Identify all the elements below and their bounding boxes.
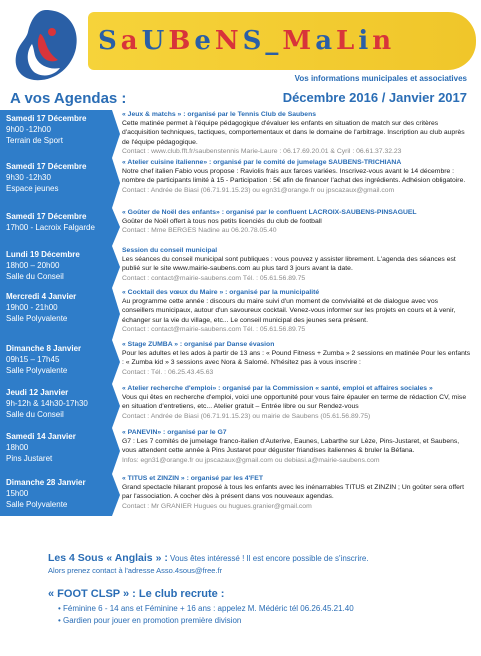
event-row [0,288,481,340]
logo-letter: _ [265,26,279,56]
event-heading: « Stage ZUMBA » : organisé par Danse évasion [122,341,275,348]
event-row [0,110,481,158]
event-contact: Contact : Mme BERGES Nadine au 06.20.78.05.40 [122,227,277,235]
foot-clsp-item: • Féminine 6 - 14 ans et Féminine + 16 ans : appelez M. Médéric tél 06.26.45.21.40 [58,604,354,613]
event-body [122,340,481,384]
logo-letter: B [168,26,191,56]
event-body [122,428,481,474]
event-heading: « Atelier cuisine italienne» : organisé par le comité de jumelage SAUBENS-TRICHIANA [122,159,402,166]
event-contact: Contact : contact@mairie-saubens.com Tél. : 05.61.56.89.75 [122,325,306,333]
event-row [0,340,481,384]
event-body [122,384,481,428]
event-heading: « Cocktail des vœux du Maire » : organisé par la municipalité [122,289,320,296]
event-place: Salle Polyvalente [6,314,68,323]
event-date: Samedi 14 Janvier [6,432,76,441]
event-description: Vous qui êtes en recherche d'emploi, voici une opportunité pour vous faire épauler en terme de rédaction CV, mise en situation d'entretiens, etc... Atelier gratuit – Entrée libre ou sur Rendez-vous [122,394,467,411]
foot-clsp-list [58,604,354,628]
event-date-tab [0,208,112,246]
event-heading: « Goûter de Noël des enfants» : organisé par le confluent LACROIX-SAUBENS-PINSAGUEL [122,209,417,216]
event-heading: « PANEVIN» : organisé par le G7 [122,429,227,436]
event-place: Salle Polyvalente [6,500,68,509]
event-date-tab [0,340,112,384]
event-body [122,110,481,158]
event-row [0,158,481,208]
logo-letter: S [98,26,117,56]
event-place: Salle du Conseil [6,410,64,419]
logo-letter: M [282,26,312,56]
event-date: Mercredi 4 Janvier [6,292,77,301]
logo-letter: L [336,26,355,56]
event-heading: « TITUS et ZINZIN » : organisé par les 4'FET [122,475,263,482]
event-date-tab [0,288,112,340]
event-row [0,384,481,428]
marianne-logo-icon [6,4,86,86]
event-heading: « Jeux & matchs » : organisé par le Tennis Club de Saubens [122,111,317,118]
event-date: Lundi 19 Décembre [6,250,80,259]
event-date: Samedi 17 Décembre [6,114,87,123]
event-time: 09h15 – 17h45 [6,355,60,364]
event-contact: Contact : Tél. : 06.25.43.45.63 [122,368,214,376]
anglais-text: Vous êtes intéressé ! Il est encore possible de s'inscrire. [167,554,369,563]
logo-letter: a [315,26,333,56]
event-date-tab [0,428,112,474]
event-description: Les séances du conseil municipal sont publiques : vous pouvez y assister librement. L'agenda des séances est publié sur le site www.mairie-saubens.com au plus tard 3 jours avant la date. [122,256,456,273]
foot-clsp-title: « FOOT CLSP » : Le club recrute : [48,588,225,600]
logo-letter: n [372,26,392,56]
event-body [122,474,481,516]
event-description: Cette matinée permet à l'équipe pédagogique d'évaluer les enfants en situation de match sur des critères d'acquisition techniques, tactiques, comportementaux et dans le domaine de l'arbitrage. Inscription au club auprès de l'équipe pédagogique. [122,120,465,146]
logo-letter: e [194,26,211,56]
event-date-tab [0,246,112,288]
anglais-title: Les 4 Sous « Anglais » : [48,552,168,564]
anglais-line [48,552,369,564]
event-row [0,208,481,246]
event-description: Au programme cette année : discours du maire suivi d'un moment de convivialité et de dialogue avec vos conseillers municipaux, autour d'un savoureux cocktail. Venez-vous informer sur les projets en cours et à venir, échanger sur la vie du village, etc... Le conseil municipal des jeunes sera présent. [122,298,456,324]
event-description: Grand spectacle hilarant proposé à tous les enfants avec les inénarrables TITUS et ZINZIN ; Un goûter sera offert par l'association. A cocher dès à présent dans vos nouveaux agendas. [122,484,465,501]
event-contact: Contact : Andrée de Biasi (06.71.91.15.23) ou egn31@orange.fr ou jpscazaux@gmail.com [122,186,395,194]
logo-title [98,12,395,70]
event-time: 9h-12h & 14h30-17h30 [6,399,88,408]
event-contact: Contact : Andrée de Biasi (06.71.91.15.23) ou mairie de Saubens (05.61.56.89.75) [122,412,371,420]
event-contact: Infos: egn31@orange.fr ou jpscazaux@gmail.com ou debiasi.a@mairie-saubens.com [122,456,380,464]
event-contact: Contact : contact@mairie-saubens.com Tél. : 05.61.56.89.75 [122,274,306,282]
event-time: 9h30 -12h30 [6,173,51,182]
event-date: Jeudi 12 Janvier [6,388,69,397]
event-date-tab [0,474,112,516]
event-time: 19h00 - 21h00 [6,303,58,312]
event-time: 15h00 [6,489,29,498]
event-time: 18h00 [6,443,29,452]
logo-letter: S [242,26,262,56]
event-body [122,208,481,246]
event-date: Dimanche 8 Janvier [6,344,82,353]
event-contact: Contact : Mr GRANIER Hugues ou hugues.granier@gmail.com [122,502,312,510]
logo-letter: i [358,26,369,56]
event-place: Pins Justaret [6,454,53,463]
event-heading: Session du conseil municipal [122,247,218,254]
period-title: Décembre 2016 / Janvier 2017 [282,90,467,105]
event-row [0,246,481,288]
anglais-contact: Alors prenez contact à l'adresse Asso.4sous@free.fr [48,566,223,575]
events-list [0,110,481,516]
event-row [0,428,481,474]
event-place: Salle du Conseil [6,272,64,281]
event-time: 18h00 – 20h00 [6,261,60,270]
event-place: Terrain de Sport [6,136,63,145]
event-time: 17h00 - Lacroix Falgarde [6,223,95,232]
header-subtitle: Vos informations municipales et associatives [294,74,467,83]
event-body [122,288,481,340]
event-description: G7 : Les 7 comités de jumelage franco-italien d'Auterive, Eaunes, Labarthe sur Lèze, Pins-Justaret, et Saubens, vous attendent cette année à Pins Justaret pour déguster friandises italiennes & bruler la Béfana. [122,438,460,455]
event-body [122,158,481,208]
agenda-title: A vos Agendas : [10,90,127,107]
logo-letter: U [141,26,165,56]
event-heading: « Atelier recherche d'emploi» : organisé par la Commission « santé, emploi et affaires sociales » [122,385,433,392]
header [0,0,481,90]
event-date-tab [0,110,112,158]
event-place: Salle Polyvalente [6,366,68,375]
event-date: Dimanche 28 Janvier [6,478,86,487]
logo-letter: a [120,26,138,56]
event-body [122,246,481,288]
event-description: Goûter de Noël offert à tous nos petits licenciés du club de football [122,218,322,226]
event-contact: Contact : www.club.fft.fr/saubenstennis Marie-Laure : 06.17.69.20.01 & Cyril : 06.61.37.32.23 [122,147,402,155]
event-date-tab [0,158,112,208]
foot-clsp-item: • Gardien pour jouer en promotion première division [58,616,354,625]
logo-letter: N [214,26,239,56]
event-time: 9h00 -12h00 [6,125,51,134]
event-date: Samedi 17 Décembre [6,162,87,171]
event-description: Pour les adultes et les ados à partir de 13 ans : « Pound Fitness + Zumba » 2 sessions en matinée Pour les enfants : « Zumba kid » 3 sessions avec Nora & Salomé. N'hésitez pas à vous inscrire : [122,350,471,367]
event-date-tab [0,384,112,428]
event-place: Espace jeunes [6,184,59,193]
event-date: Samedi 17 Décembre [6,212,87,221]
event-row [0,474,481,516]
event-description: Notre chef italien Fabio vous propose : Raviolis frais aux farces variées. Inscrivez-vous avant le 14 décembre : nombre de participants limité à 15 - Participation : 5€ afin de financer l'achat des ingrédients. Adhésion obligatoire. [122,168,466,185]
